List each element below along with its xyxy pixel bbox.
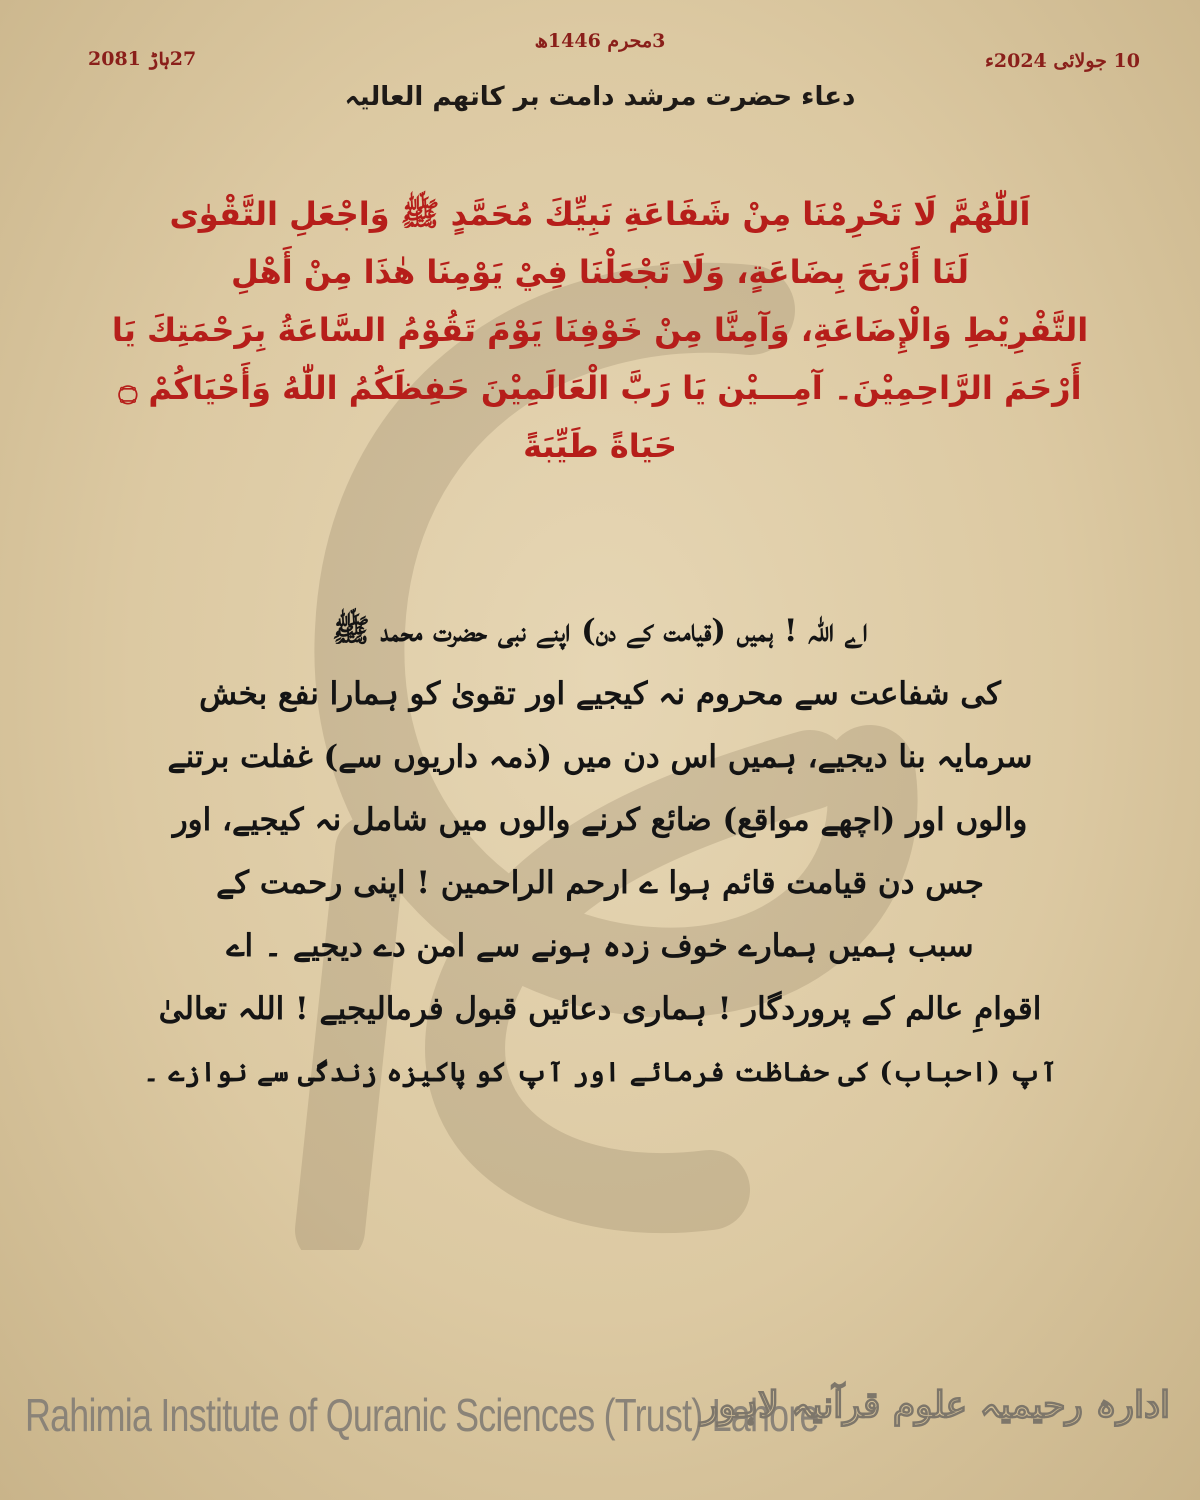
urdu-translation-line: والوں اور (اچھے مواقع) ضائع کرنے والوں میں شامل نہ کیجیے، اور [172,802,1028,838]
urdu-translation-line: سرمایہ بنا دیجیے، ہمیں اس دن میں (ذمہ داریوں سے) غفلت برتنے [167,739,1033,775]
urdu-translation-line: جس دن قیامت قائم ہوا ے ارحم الراحمین ! اپنی رحمت کے [216,865,984,901]
institute-name-english: Rahimia Institute of Quranic Sciences (Trust) Lahore [25,1389,819,1441]
hijri-date: 3محرم 1446ھ [534,30,666,52]
footer [0,1380,1200,1460]
arabic-dua-line: اَللّٰھُمَّ لَا تَحْرِمْنَا مِنْ شَفَاعَةِ نَبِيِّكَ مُحَمَّدٍ ﷺ وَاجْعَلِ التَّقْوٰى [169,195,1031,233]
arabic-dua-line: لَنَا أَرْبَحَ بِضَاعَةٍ، وَلَا تَجْعَلْنَا فِيْ يَوْمِنَا هٰذَا مِنْ أَهْلِ [230,253,970,291]
urdu-translation-line: اے اللہ ! ہمیں (قیامت کے دن) اپنے نبی حضرت محمد ﷺ [332,613,868,649]
urdu-translation-line: آپ (احباب) کی حفاظت فرمائے اور آپ کو پاکیزہ زندگی سے نوازے ۔ [143,1057,1057,1088]
page-title: دعاء حضرت مرشد دامت بر کاتھم العالیہ [344,82,856,112]
arabic-dua [100,185,1100,475]
institute-logo-calligraphy: ادارہ رحیمیہ علوم قرآنیہ لاہور [701,1384,1170,1426]
urdu-translation-line: سبب ہمیں ہمارے خوف زدہ ہونے سے امن دے دیجیے ۔ اے [226,928,974,964]
bikrami-date: 27ہاڑ 2081 [88,48,197,70]
arabic-dua-line: أَرْحَمَ الرَّاحِمِيْنَ۔ آمِـــيْن يَا رَبَّ الْعَالَمِيْنَ حَفِظَكُمُ اللّٰهُ وَأَحْيَاكُمْ ۝ [118,369,1082,407]
arabic-dua-line: حَيَاةً طَيِّبَةً [523,427,677,465]
urdu-translation-line: اقوامِ عالم کے پروردگار ! ہماری دعائیں قبول فرمالیجیے ! اللہ تعالیٰ [158,991,1042,1027]
arabic-dua-line: التَّفْرِيْطِ وَالْإِضَاعَةِ، وَآمِنَّا مِنْ خَوْفِنَا يَوْمَ تَقُوْمُ السَّاعَةُ بِرَحْمَتِكَ يَا [111,311,1089,349]
urdu-translation [130,600,1070,1104]
date-row [0,30,1200,80]
urdu-translation-line: کی شفاعت سے محروم نہ کیجیے اور تقویٰ کو ہمارا نفع بخش [199,676,1001,712]
gregorian-date: 10 جولائی 2024ء [984,50,1140,72]
